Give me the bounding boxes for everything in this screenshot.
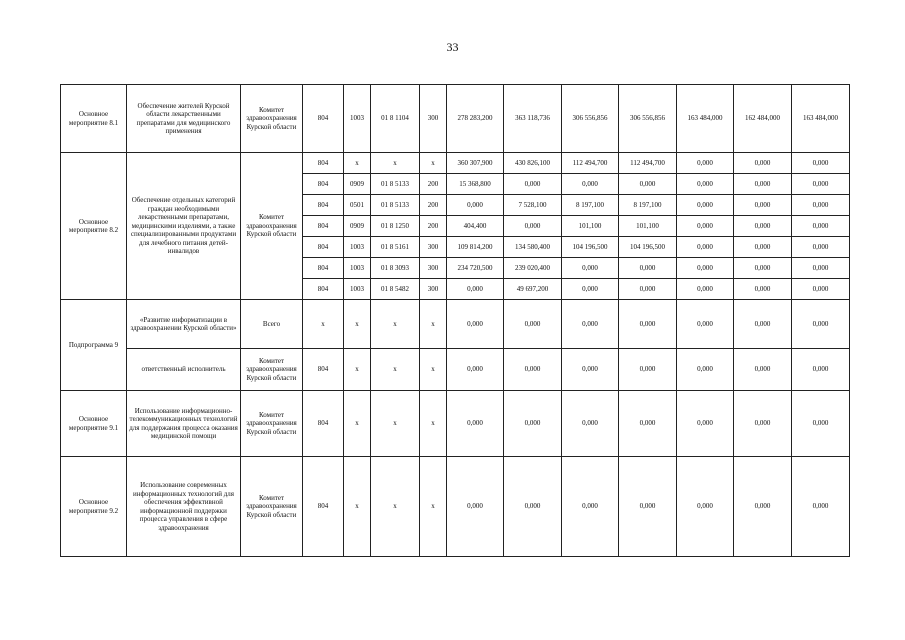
- value-cell: 0,000: [677, 195, 734, 216]
- value-cell: 300: [420, 85, 447, 153]
- value-cell: 0,000: [792, 237, 850, 258]
- value-cell: 0,000: [504, 174, 562, 195]
- value-cell: 0,000: [734, 279, 792, 300]
- value-cell: 0,000: [792, 279, 850, 300]
- table-row: [61, 349, 850, 391]
- value-cell: 804: [303, 216, 344, 237]
- row-name: Основное мероприятие 8.1: [61, 85, 127, 153]
- value-cell: x: [420, 300, 447, 349]
- value-cell: 0,000: [677, 457, 734, 557]
- value-cell: 01 8 5161: [371, 237, 420, 258]
- value-cell: 306 556,856: [562, 85, 619, 153]
- row-name: Подпрограмма 9: [61, 300, 127, 391]
- value-cell: 239 020,400: [504, 258, 562, 279]
- value-cell: 109 814,200: [447, 237, 504, 258]
- value-cell: 01 8 1104: [371, 85, 420, 153]
- value-cell: 0,000: [734, 237, 792, 258]
- value-cell: 104 196,500: [562, 237, 619, 258]
- value-cell: 0,000: [677, 174, 734, 195]
- value-cell: x: [371, 300, 420, 349]
- value-cell: 300: [420, 237, 447, 258]
- value-cell: 0,000: [562, 258, 619, 279]
- value-cell: 162 484,000: [734, 85, 792, 153]
- value-cell: x: [371, 153, 420, 174]
- value-cell: 0,000: [504, 349, 562, 391]
- value-cell: 0,000: [734, 457, 792, 557]
- value-cell: 0,000: [734, 300, 792, 349]
- value-cell: 0,000: [447, 391, 504, 457]
- value-cell: 112 494,700: [619, 153, 677, 174]
- value-cell: 1003: [344, 85, 371, 153]
- value-cell: 134 580,400: [504, 237, 562, 258]
- value-cell: x: [371, 457, 420, 557]
- value-cell: 7 528,100: [504, 195, 562, 216]
- value-cell: 0,000: [619, 258, 677, 279]
- budget-table: [60, 84, 850, 557]
- value-cell: x: [420, 457, 447, 557]
- table-row: [61, 85, 850, 153]
- value-cell: 0,000: [677, 237, 734, 258]
- value-cell: 01 8 3093: [371, 258, 420, 279]
- value-cell: 01 8 5133: [371, 174, 420, 195]
- value-cell: 49 697,200: [504, 279, 562, 300]
- value-cell: 8 197,100: [619, 195, 677, 216]
- value-cell: 0,000: [677, 279, 734, 300]
- value-cell: 804: [303, 174, 344, 195]
- value-cell: 0,000: [562, 391, 619, 457]
- value-cell: 0,000: [734, 349, 792, 391]
- value-cell: 0,000: [734, 258, 792, 279]
- value-cell: 01 8 5133: [371, 195, 420, 216]
- value-cell: 01 8 5482: [371, 279, 420, 300]
- value-cell: 0,000: [562, 300, 619, 349]
- value-cell: 0,000: [619, 349, 677, 391]
- value-cell: 0,000: [504, 391, 562, 457]
- value-cell: x: [420, 349, 447, 391]
- value-cell: 804: [303, 85, 344, 153]
- value-cell: 104 196,500: [619, 237, 677, 258]
- value-cell: 112 494,700: [562, 153, 619, 174]
- value-cell: 404,400: [447, 216, 504, 237]
- value-cell: 0,000: [734, 216, 792, 237]
- value-cell: 0,000: [677, 258, 734, 279]
- value-cell: 804: [303, 195, 344, 216]
- value-cell: 0,000: [792, 457, 850, 557]
- value-cell: 0,000: [562, 174, 619, 195]
- value-cell: x: [344, 349, 371, 391]
- value-cell: 363 118,736: [504, 85, 562, 153]
- value-cell: 300: [420, 258, 447, 279]
- value-cell: 0,000: [792, 174, 850, 195]
- value-cell: x: [420, 153, 447, 174]
- table-row: [61, 300, 850, 349]
- value-cell: 0,000: [677, 349, 734, 391]
- value-cell: 804: [303, 237, 344, 258]
- value-cell: 0,000: [792, 349, 850, 391]
- value-cell: 278 283,200: [447, 85, 504, 153]
- value-cell: x: [344, 300, 371, 349]
- row-description: Обеспечение отдельных категорий граждан необходимыми лекарственными препаратами, медицинскими изделиями, а также специализированными продуктами для лечебного питания детей-инвалидов: [127, 153, 241, 300]
- value-cell: 101,100: [562, 216, 619, 237]
- value-cell: 0,000: [734, 153, 792, 174]
- value-cell: 804: [303, 349, 344, 391]
- value-cell: 360 307,900: [447, 153, 504, 174]
- value-cell: 0,000: [792, 153, 850, 174]
- value-cell: 0,000: [504, 300, 562, 349]
- value-cell: x: [303, 300, 344, 349]
- value-cell: 0,000: [792, 195, 850, 216]
- row-executor: Комитет здравоохранения Курской области: [241, 391, 303, 457]
- value-cell: 234 720,500: [447, 258, 504, 279]
- value-cell: x: [344, 391, 371, 457]
- value-cell: 0909: [344, 216, 371, 237]
- value-cell: 0,000: [677, 391, 734, 457]
- value-cell: 804: [303, 153, 344, 174]
- value-cell: x: [371, 391, 420, 457]
- row-executor: Всего: [241, 300, 303, 349]
- value-cell: 0,000: [619, 174, 677, 195]
- value-cell: 0,000: [504, 457, 562, 557]
- table-row: [61, 391, 850, 457]
- value-cell: 430 826,100: [504, 153, 562, 174]
- value-cell: 804: [303, 279, 344, 300]
- value-cell: 0,000: [677, 153, 734, 174]
- value-cell: 0,000: [447, 195, 504, 216]
- row-name: Основное мероприятие 9.1: [61, 391, 127, 457]
- row-name: Основное мероприятие 8.2: [61, 153, 127, 300]
- row-description: «Развитие информатизации в здравоохранении Курской области»: [127, 300, 241, 349]
- row-description: Обеспечение жителей Курской области лекарственными препаратами для медицинского применения: [127, 85, 241, 153]
- value-cell: 200: [420, 195, 447, 216]
- value-cell: 101,100: [619, 216, 677, 237]
- value-cell: 200: [420, 174, 447, 195]
- value-cell: 0,000: [562, 457, 619, 557]
- value-cell: 306 556,856: [619, 85, 677, 153]
- value-cell: 300: [420, 279, 447, 300]
- value-cell: 0501: [344, 195, 371, 216]
- value-cell: 0909: [344, 174, 371, 195]
- value-cell: x: [371, 349, 420, 391]
- value-cell: 0,000: [677, 300, 734, 349]
- row-description: Использование информационно-телекоммуникационных технологий для поддержания процесса оказания медицинской помощи: [127, 391, 241, 457]
- value-cell: 0,000: [792, 258, 850, 279]
- row-executor: Комитет здравоохранения Курской области: [241, 349, 303, 391]
- value-cell: x: [344, 153, 371, 174]
- value-cell: 0,000: [447, 457, 504, 557]
- value-cell: 804: [303, 457, 344, 557]
- value-cell: x: [344, 457, 371, 557]
- value-cell: 0,000: [792, 216, 850, 237]
- value-cell: 0,000: [447, 279, 504, 300]
- value-cell: 0,000: [734, 174, 792, 195]
- value-cell: 0,000: [734, 391, 792, 457]
- value-cell: 1003: [344, 279, 371, 300]
- value-cell: 163 484,000: [792, 85, 850, 153]
- value-cell: 0,000: [619, 457, 677, 557]
- value-cell: 01 8 1250: [371, 216, 420, 237]
- row-executor: Комитет здравоохранения Курской области: [241, 85, 303, 153]
- value-cell: x: [420, 391, 447, 457]
- value-cell: 0,000: [619, 300, 677, 349]
- value-cell: 8 197,100: [562, 195, 619, 216]
- value-cell: 0,000: [562, 349, 619, 391]
- table-body: [61, 85, 850, 557]
- value-cell: 0,000: [562, 279, 619, 300]
- table-row: [61, 153, 850, 174]
- value-cell: 0,000: [734, 195, 792, 216]
- value-cell: 15 368,800: [447, 174, 504, 195]
- value-cell: 804: [303, 391, 344, 457]
- value-cell: 1003: [344, 237, 371, 258]
- value-cell: 0,000: [447, 300, 504, 349]
- value-cell: 0,000: [792, 391, 850, 457]
- table-row: [61, 457, 850, 557]
- row-executor: Комитет здравоохранения Курской области: [241, 457, 303, 557]
- row-description: ответственный исполнитель: [127, 349, 241, 391]
- row-name: Основное мероприятие 9.2: [61, 457, 127, 557]
- row-executor: Комитет здравоохранения Курской области: [241, 153, 303, 300]
- value-cell: 200: [420, 216, 447, 237]
- value-cell: 163 484,000: [677, 85, 734, 153]
- value-cell: 0,000: [792, 300, 850, 349]
- page-number: 33: [446, 40, 459, 54]
- value-cell: 0,000: [677, 216, 734, 237]
- value-cell: 0,000: [504, 216, 562, 237]
- value-cell: 1003: [344, 258, 371, 279]
- value-cell: 0,000: [447, 349, 504, 391]
- value-cell: 0,000: [619, 391, 677, 457]
- row-description: Использование современных информационных технологий для обеспечения эффективной информационной поддержки процесса управления в сфере здравоохранения: [127, 457, 241, 557]
- value-cell: 0,000: [619, 279, 677, 300]
- value-cell: 804: [303, 258, 344, 279]
